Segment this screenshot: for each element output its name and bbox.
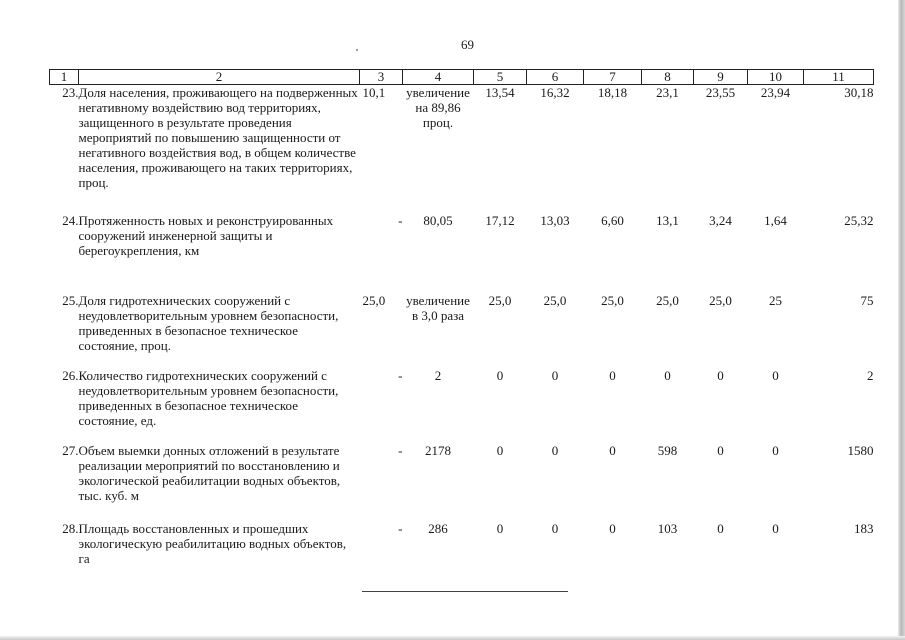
- cell-col6: 0: [551, 520, 559, 536]
- indicator-name: Протяженность новых и реконструированных сооружений инженерной защиты и берегоукрепления, км: [78, 212, 334, 258]
- indicator-name: Количество гидротехнических сооружений с неудовлетворительным уровнем безопасности, приведенных в безопасное техническое состояние, ед.: [78, 367, 339, 428]
- cell-col6: 0: [551, 442, 559, 458]
- cell-col10: 0: [772, 367, 779, 383]
- cell-col3: -: [398, 212, 403, 228]
- cell-col3: -: [398, 442, 403, 458]
- cell-col6: 25,0: [543, 292, 567, 308]
- cell-col4: увеличение в 3,0 раза: [406, 292, 470, 323]
- table-row: [50, 368, 874, 443]
- column-header-6: 6: [527, 70, 584, 85]
- cell-col3: 25,0: [362, 292, 386, 308]
- cell-col11: 30,18: [844, 85, 874, 100]
- page-number: 69: [461, 37, 474, 52]
- column-header-7: 7: [584, 70, 642, 85]
- column-header-8: 8: [642, 70, 694, 85]
- cell-col9: 0: [717, 442, 724, 458]
- cell-col4: 2: [434, 367, 442, 383]
- column-header-4: 4: [403, 70, 474, 85]
- cell-col9: 25,0: [709, 292, 732, 308]
- column-header-11: 11: [804, 70, 874, 85]
- cell-col3: 10,1: [362, 85, 386, 100]
- cell-col8: 598: [657, 442, 678, 458]
- cell-col7: 0: [609, 367, 616, 383]
- footer-divider: [362, 591, 568, 592]
- cell-col4: увеличение на 89,86 проц.: [406, 85, 470, 130]
- cell-col11: 25,32: [844, 212, 874, 228]
- row-number: 27.: [62, 442, 79, 458]
- scan-edge-right: [898, 0, 905, 640]
- cell-col7: 0: [609, 520, 616, 536]
- indicators-table: [49, 69, 874, 571]
- indicator-name: Площадь восстановленных и прошедших экологическую реабилитацию водных объектов, га: [78, 520, 347, 566]
- column-header-1: 1: [50, 70, 79, 85]
- cell-col11: 75: [860, 292, 874, 308]
- cell-col7: 18,18: [597, 85, 628, 100]
- cell-col7: 25,0: [601, 292, 624, 308]
- scan-speck: [356, 49, 358, 51]
- indicator-name: Доля населения, проживающего на подверженных негативному воздействию вод территориях, защищенного в результате проведения мероприятий по повышению защищенности от негативного воздействия вод, в общем количестве населения, проживающего на таких территориях, проц.: [78, 85, 358, 190]
- indicator-name: Объем выемки донных отложений в результате реализации мероприятий по восстановлению и экологической реабилитации водных объектов, тыс. куб. м: [78, 442, 341, 503]
- column-header-3: 3: [360, 70, 403, 85]
- cell-col11: 183: [854, 520, 874, 536]
- table-row: [50, 85, 874, 213]
- column-header-2: 2: [79, 70, 360, 85]
- cell-col9: 23,55: [705, 85, 736, 100]
- table-row: [50, 213, 874, 293]
- column-number-row: [50, 70, 874, 85]
- cell-col9: 0: [717, 520, 724, 536]
- column-header-9: 9: [694, 70, 748, 85]
- column-header-10: 10: [748, 70, 804, 85]
- cell-col4: 286: [428, 520, 448, 536]
- cell-col5: 0: [496, 367, 504, 383]
- cell-col5: 0: [496, 520, 504, 536]
- cell-col10: 0: [772, 520, 779, 536]
- row-number: 26.: [62, 367, 79, 383]
- table-row: [50, 293, 874, 368]
- cell-col8: 13,1: [656, 212, 679, 228]
- cell-col4: 2178: [425, 442, 451, 458]
- row-number: 23.: [62, 85, 79, 100]
- cell-col10: 1,64: [764, 212, 787, 228]
- cell-col6: 16,32: [540, 85, 570, 100]
- cell-col6: 0: [551, 367, 559, 383]
- cell-col7: 0: [609, 442, 616, 458]
- cell-col11: 2: [867, 367, 874, 383]
- cell-col5: 0: [496, 442, 504, 458]
- cell-col10: 23,94: [760, 85, 791, 100]
- cell-col5: 25,0: [488, 292, 512, 308]
- column-header-5: 5: [474, 70, 527, 85]
- cell-col5: 17,12: [485, 212, 515, 228]
- cell-col8: 0: [664, 367, 671, 383]
- row-number: 24.: [62, 212, 79, 228]
- cell-col4: 80,05: [423, 212, 453, 228]
- table-row: [50, 521, 874, 571]
- cell-col8: 103: [657, 520, 678, 536]
- cell-col10: 0: [772, 442, 779, 458]
- cell-col11: 1580: [847, 442, 874, 458]
- indicator-name: Доля гидротехнических сооружений с неудовлетворительным уровнем безопасности, приведенных в безопасное техническое состояние, проц.: [78, 292, 339, 353]
- cell-col9: 3,24: [709, 212, 732, 228]
- cell-col5: 13,54: [485, 85, 515, 100]
- cell-col3: -: [398, 520, 403, 536]
- cell-col7: 6,60: [601, 212, 624, 228]
- scan-edge-bottom: [0, 636, 905, 640]
- row-number: 28.: [62, 520, 79, 536]
- cell-col6: 13,03: [540, 212, 570, 228]
- cell-col8: 23,1: [656, 85, 679, 100]
- cell-col8: 25,0: [656, 292, 679, 308]
- cell-col3: -: [398, 367, 403, 383]
- table-row: [50, 443, 874, 521]
- row-number: 25.: [62, 292, 79, 308]
- cell-col10: 25: [769, 292, 782, 308]
- cell-col9: 0: [717, 367, 724, 383]
